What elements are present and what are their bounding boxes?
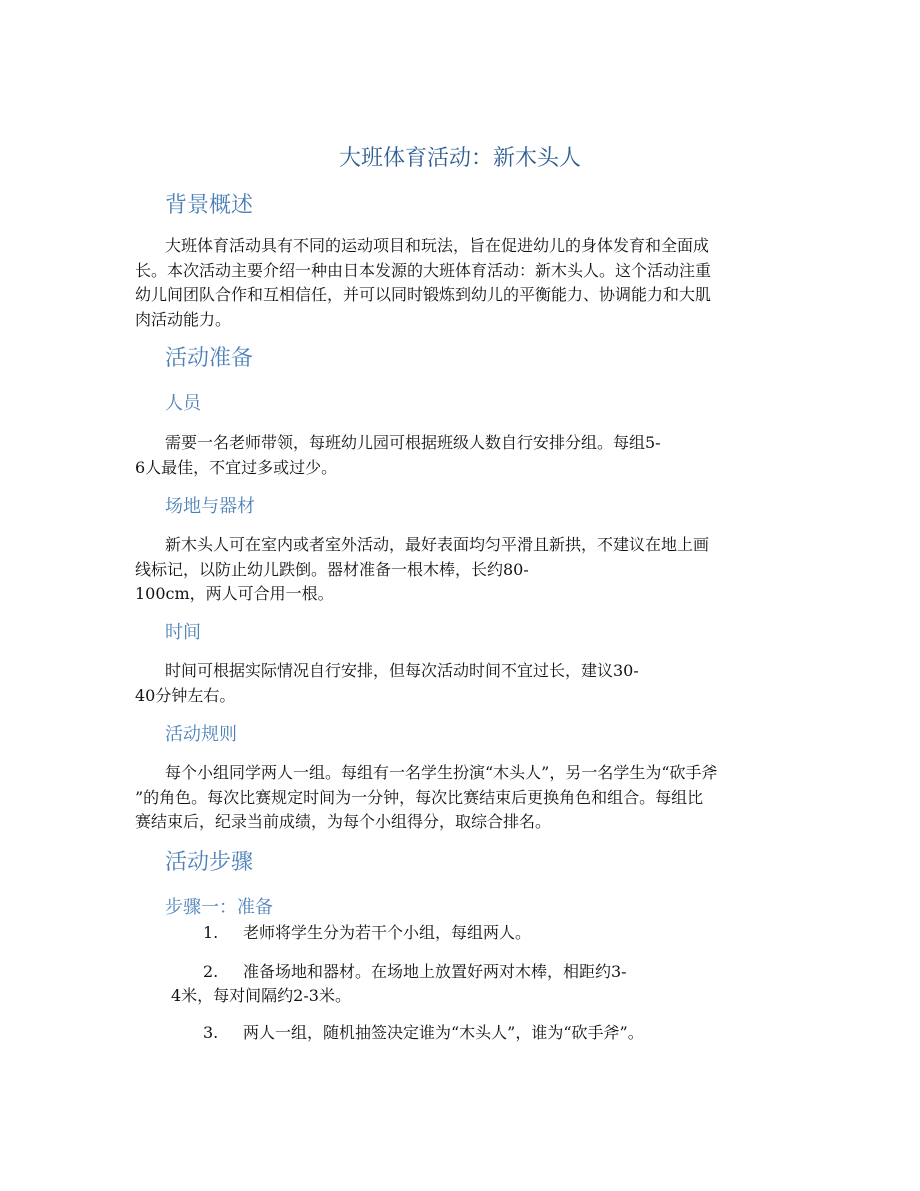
subheading-time: 时间 xyxy=(165,622,201,643)
list-item-text: 老师将学生分为若干个小组，每组两人。 xyxy=(243,923,532,942)
background-paragraph xyxy=(135,234,785,332)
list-item-text: 两人一组，随机抽签决定谁为“木头人”，谁为“砍手斧”。 xyxy=(243,1023,644,1042)
list-item-text: 准备场地和器材。在场地上放置好两对木棒，相距约3- xyxy=(243,962,627,981)
paragraph-line: 线标记，以防止幼儿跌倒。器材准备一根木棒，长约80- xyxy=(135,559,529,579)
personnel-paragraph xyxy=(135,431,785,480)
paragraph-line: 幼儿间团队合作和互相信任，并可以同时锻炼到幼儿的平衡能力、协调能力和大肌 xyxy=(135,285,712,304)
section-heading-background: 背景概述 xyxy=(165,193,254,218)
subheading-step1: 步骤一：准备 xyxy=(165,897,273,918)
paragraph-line: 40分钟左右。 xyxy=(135,685,236,705)
paragraph-line: 肉活动能力。 xyxy=(135,309,232,329)
subheading-rules: 活动规则 xyxy=(165,724,237,745)
paragraph-line: 100cm，两人可合用一根。 xyxy=(135,584,334,603)
paragraph-line: 大班体育活动具有不同的运动项目和玩法，旨在促进幼儿的身体发育和全面成 xyxy=(165,236,710,255)
paragraph-line: 每个小组同学两人一组。每组有一名学生扮演“木头人”，另一名学生为“砍手斧 xyxy=(165,763,718,782)
paragraph-line: 长。本次活动主要介绍一种由日本发源的大班体育活动：新木头人。这个活动注重 xyxy=(135,260,712,280)
rules-paragraph xyxy=(135,761,785,835)
section-heading-preparation: 活动准备 xyxy=(165,346,254,371)
subheading-venue: 场地与器材 xyxy=(165,496,255,517)
list-item-text: 4米，每对间隔约2-3米。 xyxy=(171,986,351,1005)
list-item-number: 3. xyxy=(203,1023,219,1042)
time-paragraph xyxy=(135,659,785,708)
venue-paragraph xyxy=(135,533,785,607)
paragraph-line: 时间可根据实际情况自行安排，但每次活动时间不宜过长，建议30- xyxy=(165,661,639,680)
paragraph-line: 6人最佳，不宜过多或过少。 xyxy=(135,457,338,477)
paragraph-line: 新木头人可在室内或者室外活动，最好表面均匀平滑且新拱，不建议在地上画 xyxy=(165,535,710,554)
paragraph-line: 赛结束后，纪录当前成绩，为每个小组得分，取综合排名。 xyxy=(135,812,552,831)
page-title: 大班体育活动：新木头人 xyxy=(338,146,581,171)
section-heading-steps: 活动步骤 xyxy=(165,850,254,875)
subheading-personnel: 人员 xyxy=(165,393,201,414)
list-item-number: 1. xyxy=(203,923,219,942)
paragraph-line: 需要一名老师带领，每班幼儿园可根据班级人数自行安排分组。每组5- xyxy=(165,433,661,452)
paragraph-line: ”的角色。每次比赛规定时间为一分钟，每次比赛结束后更换角色和组合。每组比 xyxy=(135,787,704,807)
list-item-number: 2. xyxy=(203,962,219,981)
